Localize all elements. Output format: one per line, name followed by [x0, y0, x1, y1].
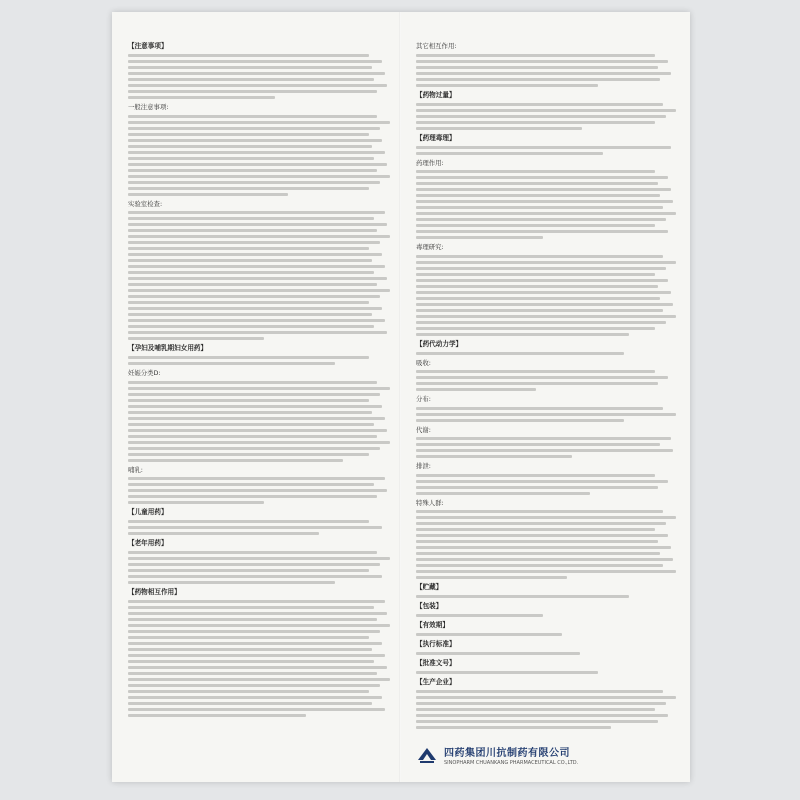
text-line	[416, 127, 582, 130]
text-line	[416, 370, 655, 373]
text-line	[416, 528, 655, 531]
text-line	[128, 229, 377, 232]
text-line	[416, 103, 663, 106]
text-line	[416, 696, 676, 699]
section-header: 【包装】	[416, 602, 443, 610]
section-header: 【药代动力学】	[416, 339, 463, 348]
text-line	[128, 325, 374, 328]
section-header: 【批准文号】	[416, 659, 456, 667]
section	[416, 583, 676, 598]
text-line	[128, 612, 387, 615]
text-line	[416, 413, 676, 416]
text-line	[128, 217, 374, 220]
text-line	[128, 690, 369, 693]
text-line	[416, 170, 655, 173]
section	[416, 621, 676, 636]
company-name-en: SINOPHARM CHUANKANG PHARMACEUTICAL CO.,LTD.	[444, 760, 579, 766]
text-line	[128, 520, 369, 523]
section-header: 特殊人群:	[416, 498, 444, 507]
text-line	[128, 387, 390, 390]
text-line	[416, 516, 676, 519]
text-line	[128, 121, 390, 124]
section-header: 哺乳:	[128, 465, 143, 474]
text-line	[416, 273, 655, 276]
text-line	[128, 193, 288, 196]
text-line	[128, 441, 390, 444]
section-header: 妊娠分类D:	[128, 369, 161, 377]
text-line	[128, 630, 380, 633]
text-line	[416, 309, 663, 312]
text-line	[416, 255, 663, 258]
text-line	[128, 411, 372, 414]
text-line	[416, 152, 603, 155]
text-line	[128, 672, 377, 675]
text-line	[128, 532, 319, 535]
text-line	[416, 714, 668, 717]
section	[128, 508, 390, 535]
text-line	[128, 307, 382, 310]
text-line	[128, 145, 372, 148]
text-line	[128, 211, 385, 214]
text-line	[416, 303, 673, 306]
text-line	[416, 671, 598, 674]
text-line	[128, 393, 380, 396]
company-name: 四药集团川抗制药有限公司	[444, 748, 570, 759]
text-line	[416, 522, 666, 525]
text-line	[416, 455, 572, 458]
section	[128, 588, 390, 717]
right-column	[416, 42, 676, 733]
section-header: 【注意事项】	[128, 42, 168, 50]
package-insert-sheet	[112, 12, 690, 782]
text-line	[128, 551, 377, 554]
text-line	[416, 230, 668, 233]
text-line	[128, 139, 382, 142]
section-header: 代谢:	[416, 425, 431, 434]
text-line	[128, 495, 377, 498]
text-line	[128, 235, 390, 238]
text-line	[128, 362, 335, 365]
section	[416, 462, 676, 495]
text-line	[128, 624, 390, 627]
text-line	[416, 188, 671, 191]
text-line	[128, 581, 335, 584]
text-line	[416, 194, 660, 197]
text-line	[128, 66, 372, 69]
text-line	[416, 480, 668, 483]
text-line	[128, 636, 369, 639]
text-line	[416, 333, 629, 336]
text-line	[416, 291, 671, 294]
text-line	[416, 558, 673, 561]
section	[416, 159, 676, 240]
text-line	[128, 557, 390, 560]
text-line	[128, 600, 385, 603]
section-header: 【药理毒理】	[416, 133, 456, 142]
text-line	[416, 60, 668, 63]
text-line	[416, 78, 660, 81]
text-line	[128, 90, 377, 93]
text-line	[128, 642, 382, 645]
text-line	[128, 241, 380, 244]
text-line	[128, 405, 382, 408]
text-line	[416, 218, 666, 221]
text-line	[128, 606, 374, 609]
text-line	[416, 419, 624, 422]
text-line	[128, 96, 275, 99]
text-line	[416, 382, 658, 385]
section	[416, 134, 676, 155]
text-line	[416, 546, 671, 549]
section	[416, 678, 676, 729]
text-line	[128, 684, 380, 687]
section-header: 【儿童用药】	[128, 508, 168, 516]
text-line	[128, 247, 369, 250]
text-line	[128, 163, 387, 166]
section-header: 【有效期】	[416, 621, 449, 629]
text-line	[416, 552, 660, 555]
section	[416, 499, 676, 580]
text-line	[416, 176, 668, 179]
text-line	[128, 181, 380, 184]
text-line	[128, 654, 385, 657]
section-header: 【生产企业】	[416, 678, 456, 686]
section-header: 毒理研究:	[416, 243, 444, 251]
section	[128, 200, 390, 341]
text-line	[128, 453, 369, 456]
section-header: 药理作用:	[416, 158, 444, 167]
text-line	[416, 224, 655, 227]
text-line	[416, 236, 543, 239]
section-header: 【执行标准】	[416, 640, 456, 648]
text-line	[128, 319, 385, 322]
section	[416, 340, 676, 355]
text-line	[416, 388, 536, 391]
section	[416, 659, 676, 674]
company-logo-icon	[416, 744, 438, 766]
text-line	[416, 633, 562, 636]
text-line	[128, 459, 343, 462]
text-line	[416, 261, 676, 264]
text-line	[128, 175, 390, 178]
text-line	[128, 84, 387, 87]
section	[128, 466, 390, 505]
text-line	[128, 423, 374, 426]
section	[416, 602, 676, 617]
text-line	[416, 443, 660, 446]
text-line	[416, 212, 676, 215]
text-line	[128, 337, 264, 340]
text-line	[416, 66, 658, 69]
text-line	[128, 331, 387, 334]
section-header: 【老年用药】	[128, 539, 168, 547]
text-line	[416, 652, 580, 655]
center-fold	[399, 12, 401, 782]
text-line	[128, 313, 372, 316]
text-line	[416, 564, 663, 567]
text-line	[416, 510, 663, 513]
text-line	[128, 447, 380, 450]
text-line	[128, 618, 377, 621]
section-header: 实验室检查:	[128, 199, 163, 208]
text-line	[416, 352, 624, 355]
text-line	[416, 437, 671, 440]
section	[416, 426, 676, 459]
text-line	[128, 666, 387, 669]
text-line	[128, 283, 377, 286]
text-line	[128, 60, 382, 63]
text-line	[416, 285, 658, 288]
text-line	[128, 169, 377, 172]
text-line	[416, 109, 676, 112]
text-line	[416, 200, 673, 203]
text-line	[416, 407, 663, 410]
text-line	[128, 563, 380, 566]
text-line	[416, 595, 629, 598]
text-line	[128, 489, 387, 492]
text-line	[416, 726, 611, 729]
section-header: 分布:	[416, 395, 431, 403]
text-line	[128, 678, 390, 681]
text-line	[416, 702, 666, 705]
text-line	[128, 259, 372, 262]
text-line	[128, 223, 387, 226]
section-header: 排泄:	[416, 462, 431, 470]
text-line	[416, 708, 655, 711]
text-line	[128, 289, 390, 292]
text-line	[416, 267, 666, 270]
text-line	[416, 121, 655, 124]
text-line	[128, 277, 387, 280]
text-line	[128, 133, 369, 136]
text-line	[416, 690, 663, 693]
section-header: 【贮藏】	[416, 583, 443, 591]
manufacturer-block	[416, 738, 678, 772]
text-line	[416, 614, 543, 617]
text-line	[128, 435, 377, 438]
text-line	[128, 702, 372, 705]
text-line	[416, 540, 658, 543]
text-line	[128, 72, 385, 75]
text-line	[416, 72, 671, 75]
text-line	[128, 54, 369, 57]
text-line	[416, 84, 598, 87]
text-line	[416, 492, 590, 495]
text-line	[416, 534, 668, 537]
text-line	[128, 381, 377, 384]
text-line	[128, 429, 387, 432]
section-header: 【孕妇及哺乳期妇女用药】	[128, 344, 208, 352]
text-line	[416, 321, 666, 324]
text-line	[416, 279, 668, 282]
section	[128, 344, 390, 365]
text-line	[416, 297, 660, 300]
text-line	[416, 315, 676, 318]
text-line	[128, 356, 369, 359]
text-line	[128, 648, 372, 651]
section-header: 【药物过量】	[416, 90, 456, 99]
section-header: 吸收:	[416, 358, 431, 367]
text-line	[128, 483, 374, 486]
text-line	[128, 417, 385, 420]
text-line	[128, 115, 377, 118]
section-header: 其它相互作用:	[416, 42, 457, 50]
text-line	[128, 569, 369, 572]
text-line	[128, 271, 374, 274]
text-line	[128, 151, 385, 154]
text-line	[416, 570, 676, 573]
left-column	[128, 42, 390, 721]
section	[128, 539, 390, 584]
section	[128, 103, 390, 196]
text-line	[416, 376, 668, 379]
section	[416, 91, 676, 130]
section-header: 一般注意事项:	[128, 103, 169, 111]
text-line	[416, 206, 663, 209]
section	[416, 42, 676, 87]
section	[416, 395, 676, 422]
text-line	[128, 301, 369, 304]
text-line	[128, 157, 374, 160]
text-line	[128, 696, 382, 699]
text-line	[128, 78, 374, 81]
section	[416, 640, 676, 655]
text-line	[416, 54, 655, 57]
text-line	[128, 477, 385, 480]
text-line	[416, 576, 567, 579]
text-line	[416, 115, 666, 118]
company-text	[444, 744, 578, 766]
text-line	[416, 486, 658, 489]
text-line	[416, 327, 655, 330]
section	[416, 359, 676, 392]
text-line	[128, 501, 264, 504]
text-line	[416, 182, 658, 185]
text-line	[128, 127, 380, 130]
text-line	[128, 660, 374, 663]
text-line	[416, 474, 655, 477]
section	[128, 369, 390, 462]
text-line	[416, 449, 673, 452]
text-line	[128, 575, 382, 578]
section-header: 【药物相互作用】	[128, 588, 181, 596]
text-line	[128, 708, 385, 711]
text-line	[416, 720, 658, 723]
section	[416, 243, 676, 336]
section	[128, 42, 390, 99]
text-line	[128, 526, 382, 529]
text-line	[416, 146, 671, 149]
text-line	[128, 253, 382, 256]
text-line	[128, 265, 385, 268]
text-line	[128, 295, 380, 298]
text-line	[128, 187, 369, 190]
text-line	[128, 714, 306, 717]
text-line	[128, 399, 369, 402]
